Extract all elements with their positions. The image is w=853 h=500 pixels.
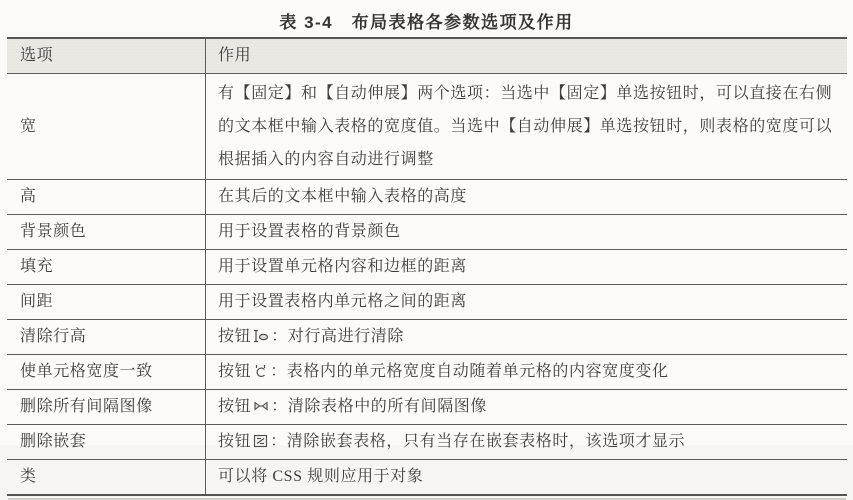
option-cell: [7, 250, 205, 284]
desc-cell: [205, 180, 847, 214]
table-row-spacing: [7, 285, 847, 320]
table-row-bgcolor: [7, 215, 847, 250]
option-label: 删除所有间隔图像: [20, 398, 153, 415]
table-row-clear-row-heights: [7, 320, 847, 355]
desc-cell: [205, 250, 847, 284]
desc-text: 有【固定】和【自动伸展】两个选项：当选中【固定】单选按钮时，可以直接在右侧的文本框中输入表格的宽度值。当选中【自动伸展】单选按钮时，则表格的宽度可以根据插入的内容自动进行调整: [218, 85, 833, 168]
desc-cell: [205, 355, 847, 389]
desc-text: [218, 428, 685, 456]
make-cell-widths-consistent-icon: [253, 364, 268, 378]
desc-prefix: 按钮: [218, 363, 252, 380]
desc-cell: [205, 460, 847, 494]
option-cell: [7, 425, 205, 459]
desc-cell: [205, 215, 847, 249]
desc-text: [218, 358, 669, 386]
desc-suffix: ：清除嵌套表格，只有当存在嵌套表格时，该选项才显示: [270, 433, 686, 450]
option-label: 填充: [20, 258, 54, 275]
desc-cell: [205, 74, 847, 179]
desc-suffix: ：清除表格中的所有间隔图像: [271, 398, 488, 415]
option-label: 高: [20, 188, 37, 205]
desc-prefix: 按钮: [218, 398, 252, 415]
option-cell: [7, 390, 205, 424]
option-cell: [7, 285, 205, 319]
desc-text: 用于设置表格内单元格之间的距离: [218, 293, 468, 310]
desc-text: 用于设置单元格内容和边框的距离: [218, 258, 468, 275]
option-label: 清除行高: [20, 328, 87, 345]
remove-all-spacer-images-icon: [253, 399, 269, 413]
option-label: 宽: [20, 118, 37, 135]
header-action-label: 作用: [218, 47, 252, 64]
option-label: 删除嵌套: [20, 433, 87, 450]
option-cell: [7, 320, 205, 354]
parameters-table: [7, 37, 847, 496]
option-cell: [7, 355, 205, 389]
table-row-remove-all-spacer-images: [7, 390, 847, 425]
table-row-width: [7, 74, 847, 180]
desc-suffix: ：对行高进行清除: [271, 328, 405, 345]
option-label: 使单元格宽度一致: [20, 363, 153, 380]
option-cell: [7, 460, 205, 494]
table-row-class: [7, 460, 847, 494]
table-row-padding: [7, 250, 847, 285]
desc-prefix: 按钮: [218, 433, 252, 450]
desc-cell: [205, 425, 847, 459]
table-row-remove-nesting: [7, 425, 847, 460]
header-option-label: 选项: [20, 47, 54, 64]
desc-prefix: 按钮: [218, 328, 252, 345]
table-row-height: [7, 180, 847, 215]
desc-text: [218, 393, 487, 421]
table-row-make-cell-widths-consistent: [7, 355, 847, 390]
header-option-column: [7, 39, 205, 73]
desc-text: [218, 323, 404, 351]
remove-nesting-icon: [253, 434, 268, 448]
option-label: 类: [20, 468, 37, 485]
table-header-row: [7, 39, 847, 74]
option-cell: [7, 180, 205, 214]
option-cell: [7, 74, 205, 179]
clear-row-heights-icon: [253, 329, 269, 343]
option-cell: [7, 215, 205, 249]
option-label: 背景颜色: [20, 223, 87, 240]
desc-cell: [205, 285, 847, 319]
desc-text: 用于设置表格的背景颜色: [218, 223, 401, 240]
desc-text: 可以将 CSS 规则应用于对象: [218, 468, 424, 485]
desc-text: 在其后的文本框中输入表格的高度: [218, 188, 468, 205]
table-caption: 表 3-4 布局表格各参数选项及作用: [279, 13, 574, 32]
header-action-column: [205, 39, 847, 73]
option-label: 间距: [20, 293, 54, 310]
desc-suffix: ：表格内的单元格宽度自动随着单元格的内容宽度变化: [270, 363, 669, 380]
desc-cell: [205, 390, 847, 424]
desc-cell: [205, 320, 847, 354]
